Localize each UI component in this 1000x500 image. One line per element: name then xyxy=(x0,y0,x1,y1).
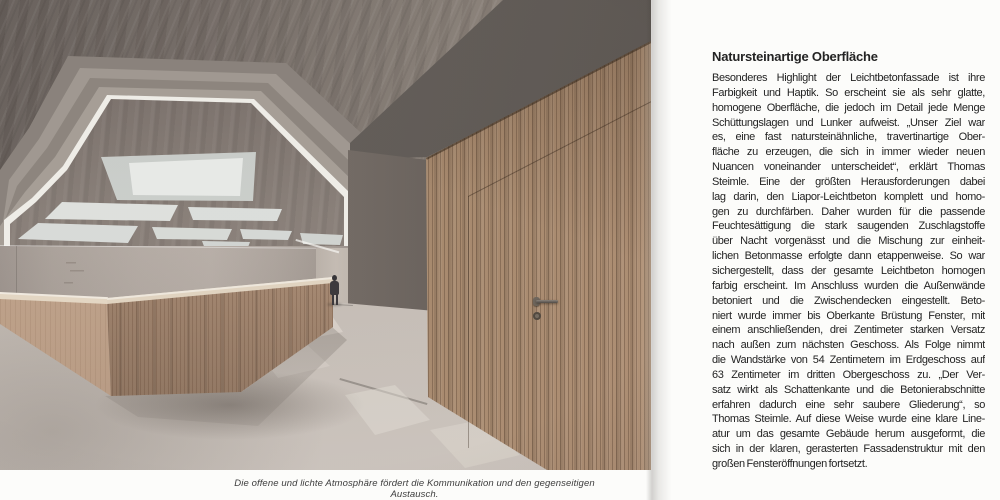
article-line: betoniert und die Zwischendecken eingestellt. Beto- xyxy=(712,294,985,307)
article-line: niert wurde immer bis Oberkante Brüstung Fenster, mit xyxy=(712,309,985,322)
article-line: Thomas Steimle. Auf diese Weise wurde eine klare Line- xyxy=(712,413,985,426)
article-line: Feuchtesättigung die stark saugenden Zuschlagstoffe xyxy=(712,220,985,233)
article-line: sich in der klaren, gerasterten Fassadenstruktur mit den xyxy=(712,443,985,456)
article-line: erfahren dadurch eine sehr saubere Gliederung“, so xyxy=(712,398,985,411)
person-leg xyxy=(336,294,338,305)
door-handle xyxy=(536,300,558,303)
article-line: einem anschließenden, drei Zentimeter starken Versatz xyxy=(712,324,985,337)
article-line: farbig erscheint. Im Anschluss wurden die Außenwände xyxy=(712,279,985,292)
article-line: nach außen zum nächsten Geschoss. Als Folge nimmt xyxy=(712,339,985,352)
person-leg xyxy=(332,294,334,305)
article-line: gen zu durchfärben. Daher wurden für die passende xyxy=(712,205,985,218)
article-line: satz wirkt als Schattenkante und die Betonierabschnitte xyxy=(712,383,985,396)
article-line: Besonderes Highlight der Leichtbetonfassade ist ihre xyxy=(712,72,985,84)
article-line: lag darin, den Liapor-Leichtbeton komplett und homo- xyxy=(712,190,985,203)
person-shadow xyxy=(327,303,342,306)
article-line: Schüttungslagen und Lunker aufweist. „Unser Ziel war xyxy=(712,116,985,129)
article-line: Nuancen voneinander unterscheidet“, erklärt Thomas xyxy=(712,161,985,174)
article-line: es, eine fast natursteinähnliche, travertinartige Ober- xyxy=(712,131,985,144)
article-line: fläche zu erzeugen, die sich in immer wieder neuen xyxy=(712,146,985,159)
wall-markings xyxy=(64,260,108,292)
article-line: homogene Oberfläche, die jedoch im Detail jede Menge xyxy=(712,101,985,114)
article-line: 63 Zentimeter im dritten Obergeschoss zu. „Der Ver- xyxy=(712,368,985,381)
article-line: Farbigkeit und Haptik. So erscheint sie als sehr glatte, xyxy=(712,86,985,99)
door-lock xyxy=(533,312,541,320)
person-silhouette xyxy=(326,272,348,308)
article-line: großen Fensteröffnungen fortsetzt. xyxy=(712,457,868,470)
article-line: die Wandstärke von 54 Zentimetern im Erdgeschoss auf xyxy=(712,354,985,367)
article-line: Steimle. Eine der größten Herausforderungen dabei xyxy=(712,175,985,188)
article-line: über Nacht vorgenässt und die Mischung zur einheit- xyxy=(712,235,985,248)
photo-caption: Die offene und lichte Atmosphäre fördert die Kommunikation und den gegenseitigen Austausch. xyxy=(234,478,595,500)
article-heading: Natursteinartige Oberfläche xyxy=(712,49,878,64)
article-column xyxy=(712,49,985,472)
article-line: atur um das gesamte Gebäude herum ausgeformt, die xyxy=(712,428,985,441)
article-body xyxy=(712,71,985,472)
page-gutter-shadow xyxy=(646,0,676,500)
article-line: lichen Betonmasse erfolgte dann etappenweise. So war xyxy=(712,250,985,263)
article-line: sichergestellt, dass der gesamte Leichtbeton homogen xyxy=(712,264,985,277)
person-torso xyxy=(330,281,339,295)
door-seam xyxy=(468,196,469,448)
